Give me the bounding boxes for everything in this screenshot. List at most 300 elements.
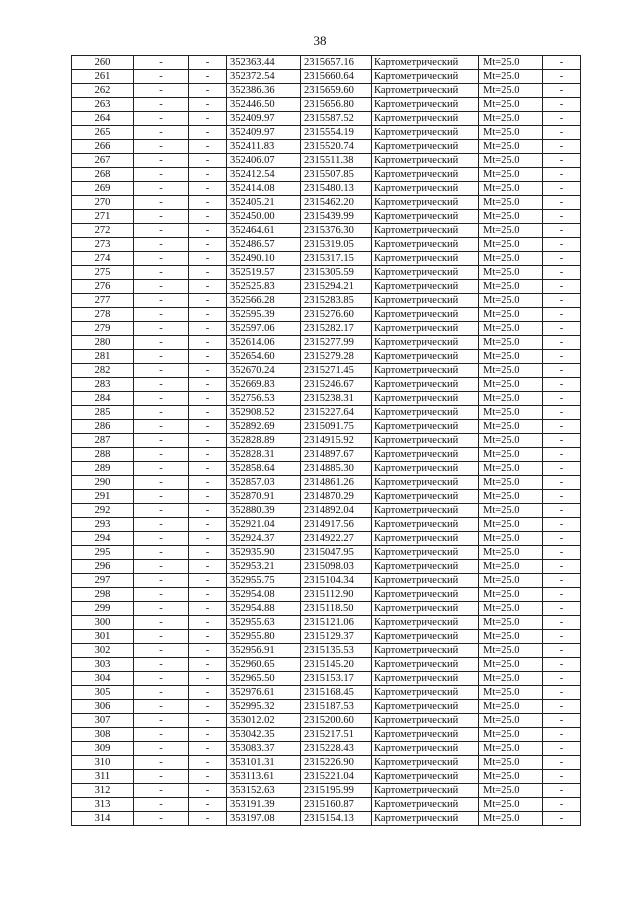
column-3-cell: - xyxy=(189,476,227,490)
x-coordinate-cell: 352597.06 xyxy=(227,322,301,336)
point-number-cell: 297 xyxy=(72,574,134,588)
point-number-cell: 270 xyxy=(72,196,134,210)
table-row xyxy=(72,196,581,210)
accuracy-cell: Mt=25.0 xyxy=(479,252,543,266)
x-coordinate-cell: 353113.61 xyxy=(227,770,301,784)
point-number-cell: 309 xyxy=(72,742,134,756)
column-2-cell: - xyxy=(134,798,189,812)
point-number-cell: 299 xyxy=(72,602,134,616)
table-row xyxy=(72,168,581,182)
column-2-cell: - xyxy=(134,658,189,672)
method-cell: Картометрический xyxy=(372,98,479,112)
y-coordinate-cell: 2314870.29 xyxy=(301,490,372,504)
point-number-cell: 312 xyxy=(72,784,134,798)
column-2-cell: - xyxy=(134,672,189,686)
method-cell: Картометрический xyxy=(372,406,479,420)
note-cell: - xyxy=(543,742,581,756)
note-cell: - xyxy=(543,238,581,252)
y-coordinate-cell: 2315228.43 xyxy=(301,742,372,756)
x-coordinate-cell: 352363.44 xyxy=(227,56,301,70)
point-number-cell: 264 xyxy=(72,112,134,126)
column-2-cell: - xyxy=(134,742,189,756)
method-cell: Картометрический xyxy=(372,56,479,70)
method-cell: Картометрический xyxy=(372,112,479,126)
method-cell: Картометрический xyxy=(372,616,479,630)
column-3-cell: - xyxy=(189,784,227,798)
x-coordinate-cell: 352450.00 xyxy=(227,210,301,224)
column-2-cell: - xyxy=(134,280,189,294)
column-2-cell: - xyxy=(134,588,189,602)
column-3-cell: - xyxy=(189,350,227,364)
column-2-cell: - xyxy=(134,224,189,238)
x-coordinate-cell: 352412.54 xyxy=(227,168,301,182)
column-2-cell: - xyxy=(134,252,189,266)
note-cell: - xyxy=(543,168,581,182)
accuracy-cell: Mt=25.0 xyxy=(479,126,543,140)
y-coordinate-cell: 2315246.67 xyxy=(301,378,372,392)
table-row xyxy=(72,728,581,742)
note-cell: - xyxy=(543,588,581,602)
method-cell: Картометрический xyxy=(372,798,479,812)
x-coordinate-cell: 352955.75 xyxy=(227,574,301,588)
method-cell: Картометрический xyxy=(372,448,479,462)
column-2-cell: - xyxy=(134,644,189,658)
accuracy-cell: Mt=25.0 xyxy=(479,420,543,434)
note-cell: - xyxy=(543,252,581,266)
y-coordinate-cell: 2315104.34 xyxy=(301,574,372,588)
column-3-cell: - xyxy=(189,504,227,518)
accuracy-cell: Mt=25.0 xyxy=(479,336,543,350)
x-coordinate-cell: 352935.90 xyxy=(227,546,301,560)
x-coordinate-cell: 352924.37 xyxy=(227,532,301,546)
x-coordinate-cell: 353191.39 xyxy=(227,798,301,812)
table-row xyxy=(72,238,581,252)
point-number-cell: 274 xyxy=(72,252,134,266)
point-number-cell: 273 xyxy=(72,238,134,252)
method-cell: Картометрический xyxy=(372,560,479,574)
column-2-cell: - xyxy=(134,434,189,448)
x-coordinate-cell: 352519.57 xyxy=(227,266,301,280)
method-cell: Картометрический xyxy=(372,574,479,588)
method-cell: Картометрический xyxy=(372,70,479,84)
method-cell: Картометрический xyxy=(372,532,479,546)
y-coordinate-cell: 2315294.21 xyxy=(301,280,372,294)
method-cell: Картометрический xyxy=(372,336,479,350)
table-row xyxy=(72,252,581,266)
point-number-cell: 266 xyxy=(72,140,134,154)
column-3-cell: - xyxy=(189,644,227,658)
y-coordinate-cell: 2315511.38 xyxy=(301,154,372,168)
note-cell: - xyxy=(543,672,581,686)
method-cell: Картометрический xyxy=(372,546,479,560)
method-cell: Картометрический xyxy=(372,700,479,714)
method-cell: Картометрический xyxy=(372,294,479,308)
column-2-cell: - xyxy=(134,378,189,392)
note-cell: - xyxy=(543,476,581,490)
y-coordinate-cell: 2315554.19 xyxy=(301,126,372,140)
y-coordinate-cell: 2315226.90 xyxy=(301,756,372,770)
method-cell: Картометрический xyxy=(372,476,479,490)
column-2-cell: - xyxy=(134,210,189,224)
column-3-cell: - xyxy=(189,714,227,728)
column-2-cell: - xyxy=(134,364,189,378)
column-3-cell: - xyxy=(189,630,227,644)
column-2-cell: - xyxy=(134,504,189,518)
note-cell: - xyxy=(543,70,581,84)
method-cell: Картометрический xyxy=(372,182,479,196)
table-row xyxy=(72,672,581,686)
y-coordinate-cell: 2314885.30 xyxy=(301,462,372,476)
method-cell: Картометрический xyxy=(372,238,479,252)
column-2-cell: - xyxy=(134,420,189,434)
column-2-cell: - xyxy=(134,812,189,826)
column-3-cell: - xyxy=(189,560,227,574)
accuracy-cell: Mt=25.0 xyxy=(479,112,543,126)
column-2-cell: - xyxy=(134,322,189,336)
column-3-cell: - xyxy=(189,112,227,126)
table-row xyxy=(72,70,581,84)
column-3-cell: - xyxy=(189,224,227,238)
accuracy-cell: Mt=25.0 xyxy=(479,700,543,714)
method-cell: Картометрический xyxy=(372,322,479,336)
method-cell: Картометрический xyxy=(372,196,479,210)
note-cell: - xyxy=(543,420,581,434)
table-row xyxy=(72,392,581,406)
point-number-cell: 277 xyxy=(72,294,134,308)
table-row xyxy=(72,784,581,798)
accuracy-cell: Mt=25.0 xyxy=(479,504,543,518)
note-cell: - xyxy=(543,84,581,98)
point-number-cell: 278 xyxy=(72,308,134,322)
column-3-cell: - xyxy=(189,588,227,602)
method-cell: Картометрический xyxy=(372,504,479,518)
table-row xyxy=(72,406,581,420)
point-number-cell: 292 xyxy=(72,504,134,518)
method-cell: Картометрический xyxy=(372,672,479,686)
method-cell: Картометрический xyxy=(372,224,479,238)
x-coordinate-cell: 352654.60 xyxy=(227,350,301,364)
table-row xyxy=(72,280,581,294)
x-coordinate-cell: 352386.36 xyxy=(227,84,301,98)
note-cell: - xyxy=(543,98,581,112)
accuracy-cell: Mt=25.0 xyxy=(479,196,543,210)
x-coordinate-cell: 352956.91 xyxy=(227,644,301,658)
y-coordinate-cell: 2315187.53 xyxy=(301,700,372,714)
y-coordinate-cell: 2315283.85 xyxy=(301,294,372,308)
note-cell: - xyxy=(543,518,581,532)
y-coordinate-cell: 2315305.59 xyxy=(301,266,372,280)
point-number-cell: 313 xyxy=(72,798,134,812)
x-coordinate-cell: 352525.83 xyxy=(227,280,301,294)
x-coordinate-cell: 352409.97 xyxy=(227,112,301,126)
method-cell: Картометрический xyxy=(372,126,479,140)
table-row xyxy=(72,462,581,476)
y-coordinate-cell: 2315195.99 xyxy=(301,784,372,798)
column-3-cell: - xyxy=(189,336,227,350)
point-number-cell: 314 xyxy=(72,812,134,826)
point-number-cell: 302 xyxy=(72,644,134,658)
y-coordinate-cell: 2315279.28 xyxy=(301,350,372,364)
point-number-cell: 303 xyxy=(72,658,134,672)
point-number-cell: 288 xyxy=(72,448,134,462)
table-row xyxy=(72,714,581,728)
x-coordinate-cell: 352954.08 xyxy=(227,588,301,602)
x-coordinate-cell: 352908.52 xyxy=(227,406,301,420)
method-cell: Картометрический xyxy=(372,280,479,294)
x-coordinate-cell: 352756.53 xyxy=(227,392,301,406)
accuracy-cell: Mt=25.0 xyxy=(479,224,543,238)
note-cell: - xyxy=(543,266,581,280)
accuracy-cell: Mt=25.0 xyxy=(479,378,543,392)
column-3-cell: - xyxy=(189,322,227,336)
column-3-cell: - xyxy=(189,434,227,448)
point-number-cell: 286 xyxy=(72,420,134,434)
y-coordinate-cell: 2315154.13 xyxy=(301,812,372,826)
column-3-cell: - xyxy=(189,378,227,392)
note-cell: - xyxy=(543,378,581,392)
accuracy-cell: Mt=25.0 xyxy=(479,280,543,294)
column-3-cell: - xyxy=(189,168,227,182)
method-cell: Картометрический xyxy=(372,742,479,756)
x-coordinate-cell: 352406.07 xyxy=(227,154,301,168)
note-cell: - xyxy=(543,196,581,210)
accuracy-cell: Mt=25.0 xyxy=(479,266,543,280)
y-coordinate-cell: 2315660.64 xyxy=(301,70,372,84)
table-row xyxy=(72,210,581,224)
x-coordinate-cell: 352670.24 xyxy=(227,364,301,378)
note-cell: - xyxy=(543,56,581,70)
point-number-cell: 263 xyxy=(72,98,134,112)
column-3-cell: - xyxy=(189,742,227,756)
table-row xyxy=(72,126,581,140)
point-number-cell: 272 xyxy=(72,224,134,238)
y-coordinate-cell: 2315376.30 xyxy=(301,224,372,238)
column-2-cell: - xyxy=(134,476,189,490)
accuracy-cell: Mt=25.0 xyxy=(479,532,543,546)
y-coordinate-cell: 2315282.17 xyxy=(301,322,372,336)
point-number-cell: 285 xyxy=(72,406,134,420)
point-number-cell: 300 xyxy=(72,616,134,630)
point-number-cell: 291 xyxy=(72,490,134,504)
x-coordinate-cell: 352372.54 xyxy=(227,70,301,84)
note-cell: - xyxy=(543,644,581,658)
y-coordinate-cell: 2315200.60 xyxy=(301,714,372,728)
y-coordinate-cell: 2314897.67 xyxy=(301,448,372,462)
table-row xyxy=(72,224,581,238)
point-number-cell: 290 xyxy=(72,476,134,490)
note-cell: - xyxy=(543,336,581,350)
point-number-cell: 301 xyxy=(72,630,134,644)
column-2-cell: - xyxy=(134,686,189,700)
y-coordinate-cell: 2315217.51 xyxy=(301,728,372,742)
column-3-cell: - xyxy=(189,70,227,84)
accuracy-cell: Mt=25.0 xyxy=(479,462,543,476)
method-cell: Картометрический xyxy=(372,588,479,602)
table-row xyxy=(72,434,581,448)
x-coordinate-cell: 353152.63 xyxy=(227,784,301,798)
accuracy-cell: Mt=25.0 xyxy=(479,322,543,336)
y-coordinate-cell: 2315656.80 xyxy=(301,98,372,112)
accuracy-cell: Mt=25.0 xyxy=(479,210,543,224)
column-3-cell: - xyxy=(189,490,227,504)
column-3-cell: - xyxy=(189,364,227,378)
point-number-cell: 284 xyxy=(72,392,134,406)
accuracy-cell: Mt=25.0 xyxy=(479,350,543,364)
x-coordinate-cell: 352669.83 xyxy=(227,378,301,392)
accuracy-cell: Mt=25.0 xyxy=(479,728,543,742)
column-3-cell: - xyxy=(189,756,227,770)
x-coordinate-cell: 352954.88 xyxy=(227,602,301,616)
column-3-cell: - xyxy=(189,210,227,224)
x-coordinate-cell: 352828.31 xyxy=(227,448,301,462)
y-coordinate-cell: 2315277.99 xyxy=(301,336,372,350)
accuracy-cell: Mt=25.0 xyxy=(479,406,543,420)
column-2-cell: - xyxy=(134,518,189,532)
column-3-cell: - xyxy=(189,686,227,700)
x-coordinate-cell: 352892.69 xyxy=(227,420,301,434)
note-cell: - xyxy=(543,280,581,294)
note-cell: - xyxy=(543,182,581,196)
accuracy-cell: Mt=25.0 xyxy=(479,630,543,644)
note-cell: - xyxy=(543,630,581,644)
y-coordinate-cell: 2315227.64 xyxy=(301,406,372,420)
column-3-cell: - xyxy=(189,392,227,406)
accuracy-cell: Mt=25.0 xyxy=(479,56,543,70)
x-coordinate-cell: 352965.50 xyxy=(227,672,301,686)
point-number-cell: 305 xyxy=(72,686,134,700)
y-coordinate-cell: 2315439.99 xyxy=(301,210,372,224)
x-coordinate-cell: 352880.39 xyxy=(227,504,301,518)
column-2-cell: - xyxy=(134,448,189,462)
column-3-cell: - xyxy=(189,770,227,784)
accuracy-cell: Mt=25.0 xyxy=(479,476,543,490)
method-cell: Картометрический xyxy=(372,490,479,504)
column-3-cell: - xyxy=(189,532,227,546)
column-2-cell: - xyxy=(134,238,189,252)
column-2-cell: - xyxy=(134,266,189,280)
point-number-cell: 260 xyxy=(72,56,134,70)
note-cell: - xyxy=(543,546,581,560)
method-cell: Картометрический xyxy=(372,686,479,700)
accuracy-cell: Mt=25.0 xyxy=(479,448,543,462)
point-number-cell: 308 xyxy=(72,728,134,742)
column-3-cell: - xyxy=(189,812,227,826)
column-2-cell: - xyxy=(134,714,189,728)
point-number-cell: 306 xyxy=(72,700,134,714)
column-3-cell: - xyxy=(189,154,227,168)
point-number-cell: 287 xyxy=(72,434,134,448)
accuracy-cell: Mt=25.0 xyxy=(479,98,543,112)
note-cell: - xyxy=(543,322,581,336)
accuracy-cell: Mt=25.0 xyxy=(479,168,543,182)
y-coordinate-cell: 2315145.20 xyxy=(301,658,372,672)
y-coordinate-cell: 2314915.92 xyxy=(301,434,372,448)
accuracy-cell: Mt=25.0 xyxy=(479,812,543,826)
note-cell: - xyxy=(543,210,581,224)
table-row xyxy=(72,630,581,644)
note-cell: - xyxy=(543,602,581,616)
accuracy-cell: Mt=25.0 xyxy=(479,574,543,588)
x-coordinate-cell: 352405.21 xyxy=(227,196,301,210)
accuracy-cell: Mt=25.0 xyxy=(479,154,543,168)
y-coordinate-cell: 2315319.05 xyxy=(301,238,372,252)
y-coordinate-cell: 2315238.31 xyxy=(301,392,372,406)
y-coordinate-cell: 2315135.53 xyxy=(301,644,372,658)
point-number-cell: 295 xyxy=(72,546,134,560)
point-number-cell: 296 xyxy=(72,560,134,574)
column-2-cell: - xyxy=(134,168,189,182)
table-row xyxy=(72,294,581,308)
x-coordinate-cell: 352870.91 xyxy=(227,490,301,504)
note-cell: - xyxy=(543,560,581,574)
table-row xyxy=(72,350,581,364)
point-number-cell: 310 xyxy=(72,756,134,770)
column-3-cell: - xyxy=(189,252,227,266)
note-cell: - xyxy=(543,812,581,826)
method-cell: Картометрический xyxy=(372,420,479,434)
table-row xyxy=(72,84,581,98)
y-coordinate-cell: 2315317.15 xyxy=(301,252,372,266)
accuracy-cell: Mt=25.0 xyxy=(479,770,543,784)
method-cell: Картометрический xyxy=(372,714,479,728)
column-3-cell: - xyxy=(189,126,227,140)
column-3-cell: - xyxy=(189,280,227,294)
table-row xyxy=(72,756,581,770)
accuracy-cell: Mt=25.0 xyxy=(479,602,543,616)
x-coordinate-cell: 352614.06 xyxy=(227,336,301,350)
y-coordinate-cell: 2315462.20 xyxy=(301,196,372,210)
y-coordinate-cell: 2315271.45 xyxy=(301,364,372,378)
accuracy-cell: Mt=25.0 xyxy=(479,546,543,560)
accuracy-cell: Mt=25.0 xyxy=(479,490,543,504)
column-2-cell: - xyxy=(134,756,189,770)
method-cell: Картометрический xyxy=(372,784,479,798)
note-cell: - xyxy=(543,574,581,588)
point-number-cell: 304 xyxy=(72,672,134,686)
point-number-cell: 271 xyxy=(72,210,134,224)
point-number-cell: 268 xyxy=(72,168,134,182)
x-coordinate-cell: 352411.83 xyxy=(227,140,301,154)
method-cell: Картометрический xyxy=(372,728,479,742)
table-row xyxy=(72,140,581,154)
table-row xyxy=(72,518,581,532)
column-2-cell: - xyxy=(134,560,189,574)
column-3-cell: - xyxy=(189,672,227,686)
table-row xyxy=(72,336,581,350)
column-3-cell: - xyxy=(189,420,227,434)
y-coordinate-cell: 2315129.37 xyxy=(301,630,372,644)
note-cell: - xyxy=(543,728,581,742)
x-coordinate-cell: 352490.10 xyxy=(227,252,301,266)
x-coordinate-cell: 352464.61 xyxy=(227,224,301,238)
accuracy-cell: Mt=25.0 xyxy=(479,756,543,770)
accuracy-cell: Mt=25.0 xyxy=(479,308,543,322)
table-row xyxy=(72,546,581,560)
x-coordinate-cell: 353012.02 xyxy=(227,714,301,728)
table-row xyxy=(72,364,581,378)
accuracy-cell: Mt=25.0 xyxy=(479,434,543,448)
column-2-cell: - xyxy=(134,462,189,476)
coordinates-table-container xyxy=(71,55,581,826)
column-3-cell: - xyxy=(189,406,227,420)
column-2-cell: - xyxy=(134,112,189,126)
column-3-cell: - xyxy=(189,574,227,588)
note-cell: - xyxy=(543,700,581,714)
y-coordinate-cell: 2315587.52 xyxy=(301,112,372,126)
note-cell: - xyxy=(543,140,581,154)
column-3-cell: - xyxy=(189,798,227,812)
point-number-cell: 280 xyxy=(72,336,134,350)
